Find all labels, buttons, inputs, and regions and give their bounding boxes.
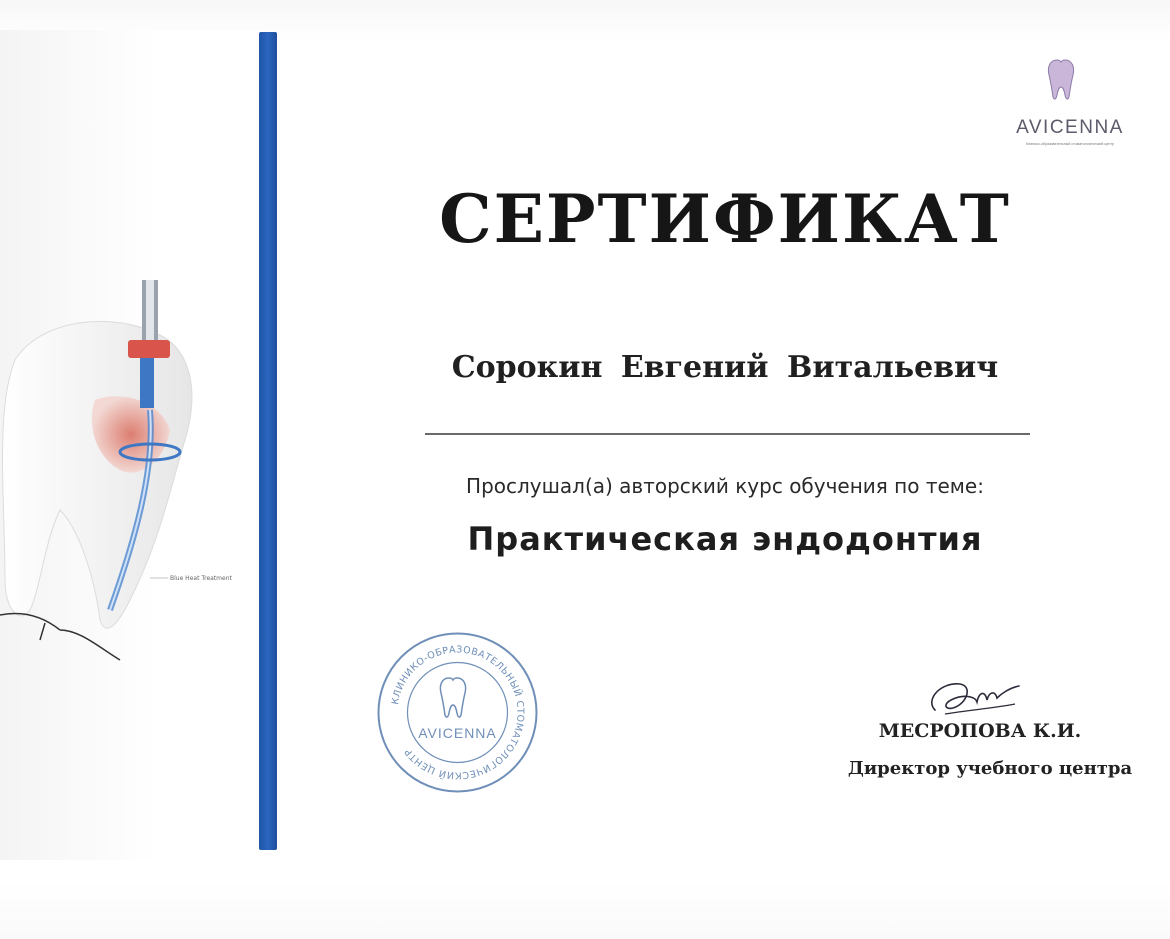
course-intro: Прослушал(а) авторский курс обучения по теме: bbox=[466, 474, 984, 498]
tooth-illustration bbox=[0, 280, 265, 700]
avicenna-logo bbox=[995, 55, 1145, 150]
svg-text:Клинико-образовательный стомат: Клинико-образовательный стоматологический центр bbox=[1025, 142, 1115, 146]
signer-name: МЕСРОПОВА К.И. bbox=[878, 720, 1082, 742]
signer-role: Директор учебного центра bbox=[847, 758, 1133, 779]
svg-text:AVICENNA: AVICENNA bbox=[418, 725, 497, 741]
tooth-icon bbox=[1048, 60, 1073, 99]
illustration-caption: Blue Heat Treatment bbox=[170, 575, 232, 582]
blue-accent-bar bbox=[259, 32, 277, 850]
recipient-name: Сорокин Евгений Витальевич bbox=[451, 350, 999, 385]
course-name: Практическая эндодонтия bbox=[467, 520, 983, 558]
svg-text:КЛИНИКО-ОБРАЗОВАТЕЛЬНЫЙ СТОМАТ: КЛИНИКО-ОБРАЗОВАТЕЛЬНЫЙ СТОМАТОЛОГИЧЕСКИЙ ЦЕНТР bbox=[390, 644, 526, 781]
name-underline bbox=[425, 433, 1030, 435]
avicenna-stamp bbox=[375, 630, 540, 795]
svg-text:AVICENNA: AVICENNA bbox=[1016, 117, 1124, 138]
handwritten-signature bbox=[915, 670, 1025, 725]
left-panel bbox=[0, 30, 265, 860]
tooth-icon bbox=[440, 678, 465, 717]
certificate-title: СЕРТИФИКАТ bbox=[439, 180, 1011, 258]
